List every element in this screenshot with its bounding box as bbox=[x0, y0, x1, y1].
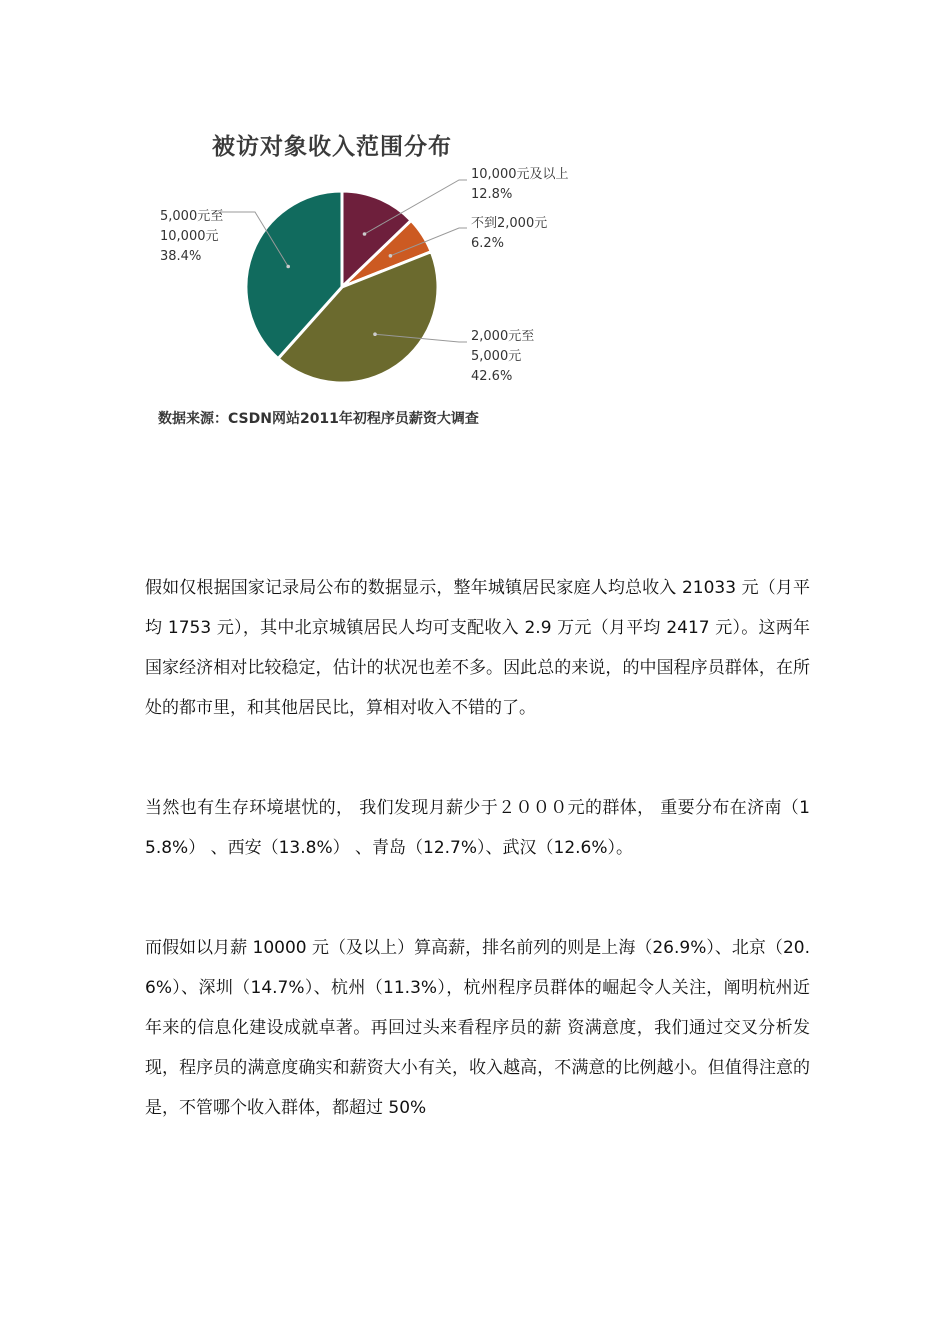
income-pie-figure bbox=[140, 120, 600, 440]
slice-label: 5,000元至 10,000元 38.4% bbox=[160, 209, 224, 264]
slice-label: 2,000元至 5,000元 42.6% bbox=[471, 329, 535, 384]
pie-chart bbox=[140, 120, 600, 440]
chart-source: 数据来源：CSDN网站2011年初程序员薪资大调查 bbox=[158, 411, 479, 427]
body-text bbox=[145, 568, 810, 1188]
slice-label: 10,000元及以上 12.8% bbox=[471, 167, 569, 202]
leader-dot bbox=[373, 332, 377, 336]
chart-title: 被访对象收入范围分布 bbox=[212, 133, 452, 160]
paragraph-high-income-cities: 而假如以月薪 10000 元（及以上）算高薪，排名前列的则是上海（26.9%）、北京（20.6%）、深圳（14.7%）、杭州（11.3%），杭州程序员群体的崛起令人关注，阐明杭州近年来的信息化建设成就卓著。再回过头来看程序员的薪 资满意度，我们通过交叉分析发现，程序员的满意度确实和薪资大小有关，收入越高，不满意的比例越小。但值得注意的是，不管哪个收入群体，都超过 50% bbox=[145, 938, 810, 1118]
paragraph-income-stats: 假如仅根据国家记录局公布的数据显示，整年城镇居民家庭人均总收入 21033 元（月平均 1753 元），其中北京城镇居民人均可支配收入 2.9 万元（月平均 2417 元）。这两年国家经济相对比较稳定，估计的状况也差不多。因此总的来说，的中国程序员群体，在所处的都市里，和其他居民比，算相对收入不错的了。 bbox=[145, 578, 810, 718]
leader-dot bbox=[363, 232, 367, 236]
leader-dot bbox=[389, 254, 393, 258]
paragraph-low-income-cities: 当然也有生存环境堪忧的， 我们发现月薪少于２０００元的群体， 重要分布在济南（15.8%） 、西安（13.8%） 、青岛（12.7%）、武汉（12.6%）。 bbox=[145, 798, 810, 858]
leader-dot bbox=[286, 265, 290, 269]
slice-label: 不到2,000元 6.2% bbox=[471, 216, 548, 251]
